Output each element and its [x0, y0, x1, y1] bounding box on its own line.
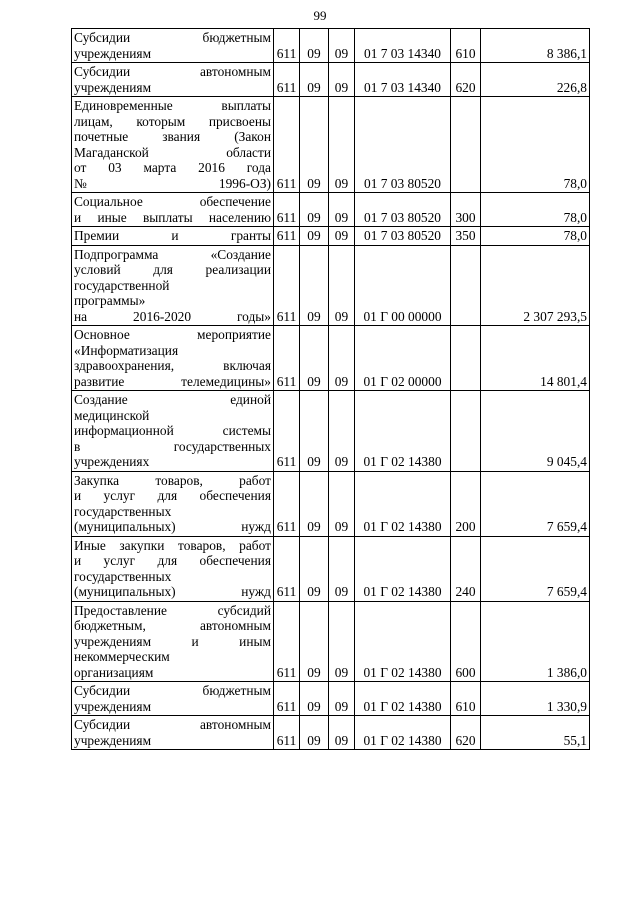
- table-row: [72, 326, 590, 391]
- ministry-code-cell: 611: [274, 601, 300, 682]
- table-row: [72, 716, 590, 750]
- table-row: [72, 536, 590, 601]
- ministry-code-cell: 611: [274, 536, 300, 601]
- target-article-cell: 01 7 03 14340: [355, 63, 451, 97]
- table-row: [72, 245, 590, 326]
- item-name-line: Подпрограмма «Создание: [74, 246, 271, 262]
- subsection-code-cell: 09: [329, 29, 355, 63]
- item-name-line: учреждениям: [74, 732, 152, 748]
- ministry-code-cell: 611: [274, 63, 300, 97]
- expense-type-cell: 620: [451, 716, 481, 750]
- section-code-cell: 09: [300, 536, 329, 601]
- item-name-line: учреждениям: [74, 45, 152, 61]
- target-article-cell: 01 Г 02 14380: [355, 716, 451, 750]
- ministry-code-cell: 611: [274, 245, 300, 326]
- expense-type-cell: 610: [451, 29, 481, 63]
- subsection-code-cell: 09: [329, 97, 355, 193]
- section-code-cell: 09: [300, 682, 329, 716]
- item-name-line: Субсидии бюджетным: [74, 30, 271, 45]
- subsection-code-cell: 09: [329, 601, 355, 682]
- table-row: [72, 682, 590, 716]
- table-row: [72, 97, 590, 193]
- target-article-cell: 01 Г 02 14380: [355, 682, 451, 716]
- item-name-line: государственных: [74, 503, 172, 519]
- expense-type-cell: [451, 326, 481, 391]
- ministry-code-cell: 611: [274, 326, 300, 391]
- item-name-cell: [72, 536, 274, 601]
- section-code-cell: 09: [300, 245, 329, 326]
- subsection-code-cell: 09: [329, 536, 355, 601]
- subsection-code-cell: 09: [329, 716, 355, 750]
- table-row: [72, 63, 590, 97]
- section-code-cell: 09: [300, 63, 329, 97]
- item-name-line: организациям: [74, 664, 154, 680]
- expense-type-cell: 600: [451, 601, 481, 682]
- item-name-cell: [72, 716, 274, 750]
- budget-table: [71, 28, 590, 750]
- item-name-cell: [72, 601, 274, 682]
- ministry-code-cell: 611: [274, 97, 300, 193]
- table-row: [72, 601, 590, 682]
- ministry-code-cell: 611: [274, 391, 300, 472]
- item-name-line: некоммерческим: [74, 649, 170, 664]
- item-name-line: государственных: [74, 568, 172, 584]
- section-code-cell: 09: [300, 29, 329, 63]
- amount-cell: 9 045,4: [481, 391, 590, 472]
- expense-type-cell: [451, 245, 481, 326]
- target-article-cell: 01 Г 02 00000: [355, 326, 451, 391]
- item-name-line: Субсидии автономным: [74, 64, 271, 79]
- target-article-cell: 01 7 03 80520: [355, 193, 451, 227]
- table-row: [72, 29, 590, 63]
- item-name-cell: [72, 391, 274, 472]
- ministry-code-cell: 611: [274, 471, 300, 536]
- item-name-line: Субсидии бюджетным: [74, 683, 271, 698]
- ministry-code-cell: 611: [274, 193, 300, 227]
- subsection-code-cell: 09: [329, 193, 355, 227]
- section-code-cell: 09: [300, 716, 329, 750]
- item-name-line: информационной системы: [74, 423, 271, 438]
- item-name-line: Предоставление субсидий: [74, 602, 271, 618]
- target-article-cell: 01 Г 02 14380: [355, 391, 451, 472]
- item-name-line: лицам, которым присвоены: [74, 113, 271, 129]
- item-name-line: на 2016-2020 годы»: [74, 308, 271, 324]
- item-name-line: учреждениям и иным: [74, 633, 271, 649]
- item-name-cell: [72, 29, 274, 63]
- item-name-cell: [72, 682, 274, 716]
- item-name-line: и услуг для обеспечения: [74, 488, 271, 503]
- item-name-line: здравоохранения, включая: [74, 358, 271, 373]
- item-name-cell: [72, 63, 274, 97]
- section-code-cell: 09: [300, 471, 329, 536]
- amount-cell: 78,0: [481, 227, 590, 246]
- item-name-line: «Информатизация: [74, 342, 179, 358]
- expense-type-cell: [451, 97, 481, 193]
- page-number: 99: [313, 8, 327, 23]
- item-name-line: Основное мероприятие: [74, 327, 271, 342]
- item-name-line: учреждениях: [74, 454, 150, 469]
- item-name-line: (муниципальных) нужд: [74, 519, 271, 534]
- table-row: [72, 391, 590, 472]
- amount-cell: 8 386,1: [481, 29, 590, 63]
- amount-cell: 7 659,4: [481, 471, 590, 536]
- expense-type-cell: 200: [451, 471, 481, 536]
- item-name-line: от 03 марта 2016 года: [74, 160, 271, 175]
- expense-type-cell: 620: [451, 63, 481, 97]
- item-name-line: Иные закупки товаров, работ: [74, 537, 271, 553]
- target-article-cell: 01 7 03 14340: [355, 29, 451, 63]
- item-name-cell: [72, 97, 274, 193]
- item-name-line: в государственных: [74, 438, 271, 454]
- amount-cell: 1 330,9: [481, 682, 590, 716]
- ministry-code-cell: 611: [274, 227, 300, 246]
- item-name-line: Создание единой: [74, 392, 271, 407]
- item-name-line: № 1996-ОЗ): [74, 175, 271, 191]
- item-name-line: программы»: [74, 293, 146, 308]
- target-article-cell: 01 7 03 80520: [355, 97, 451, 193]
- item-name-cell: [72, 193, 274, 227]
- table-row: [72, 227, 590, 246]
- item-name-line: условий для реализации: [74, 262, 271, 277]
- ministry-code-cell: 611: [274, 29, 300, 63]
- item-name-cell: [72, 227, 274, 246]
- amount-cell: 226,8: [481, 63, 590, 97]
- target-article-cell: 01 7 03 80520: [355, 227, 451, 246]
- subsection-code-cell: 09: [329, 326, 355, 391]
- target-article-cell: 01 Г 00 00000: [355, 245, 451, 326]
- expense-type-cell: 240: [451, 536, 481, 601]
- item-name-cell: [72, 326, 274, 391]
- item-name-line: развитие телемедицины»: [74, 373, 271, 389]
- section-code-cell: 09: [300, 326, 329, 391]
- subsection-code-cell: 09: [329, 245, 355, 326]
- item-name-line: государственной: [74, 277, 170, 293]
- item-name-line: Премии и гранты: [74, 228, 271, 243]
- section-code-cell: 09: [300, 193, 329, 227]
- expense-type-cell: 350: [451, 227, 481, 246]
- amount-cell: 7 659,4: [481, 536, 590, 601]
- subsection-code-cell: 09: [329, 63, 355, 97]
- expense-type-cell: 610: [451, 682, 481, 716]
- section-code-cell: 09: [300, 227, 329, 246]
- expense-type-cell: 300: [451, 193, 481, 227]
- target-article-cell: 01 Г 02 14380: [355, 536, 451, 601]
- item-name-line: Субсидии автономным: [74, 717, 271, 732]
- amount-cell: 2 307 293,5: [481, 245, 590, 326]
- item-name-line: и услуг для обеспечения: [74, 553, 271, 568]
- item-name-line: Единовременные выплаты: [74, 98, 271, 113]
- item-name-line: Социальное обеспечение: [74, 194, 271, 209]
- section-code-cell: 09: [300, 601, 329, 682]
- ministry-code-cell: 611: [274, 716, 300, 750]
- subsection-code-cell: 09: [329, 471, 355, 536]
- amount-cell: 55,1: [481, 716, 590, 750]
- subsection-code-cell: 09: [329, 682, 355, 716]
- budget-table-body: [72, 29, 590, 750]
- item-name-line: (муниципальных) нужд: [74, 584, 271, 599]
- table-row: [72, 471, 590, 536]
- item-name-line: учреждениям: [74, 79, 152, 95]
- item-name-cell: [72, 471, 274, 536]
- item-name-line: медицинской: [74, 407, 150, 423]
- table-row: [72, 193, 590, 227]
- item-name-line: Магаданской области: [74, 144, 271, 160]
- item-name-line: учреждениям: [74, 698, 152, 714]
- amount-cell: 14 801,4: [481, 326, 590, 391]
- subsection-code-cell: 09: [329, 227, 355, 246]
- subsection-code-cell: 09: [329, 391, 355, 472]
- amount-cell: 78,0: [481, 97, 590, 193]
- item-name-line: бюджетным, автономным: [74, 618, 271, 633]
- item-name-line: Закупка товаров, работ: [74, 472, 271, 488]
- ministry-code-cell: 611: [274, 682, 300, 716]
- section-code-cell: 09: [300, 97, 329, 193]
- item-name-cell: [72, 245, 274, 326]
- expense-type-cell: [451, 391, 481, 472]
- target-article-cell: 01 Г 02 14380: [355, 471, 451, 536]
- amount-cell: 1 386,0: [481, 601, 590, 682]
- target-article-cell: 01 Г 02 14380: [355, 601, 451, 682]
- item-name-line: почетные звания (Закон: [74, 129, 271, 144]
- amount-cell: 78,0: [481, 193, 590, 227]
- item-name-line: и иные выплаты населению: [74, 209, 271, 225]
- section-code-cell: 09: [300, 391, 329, 472]
